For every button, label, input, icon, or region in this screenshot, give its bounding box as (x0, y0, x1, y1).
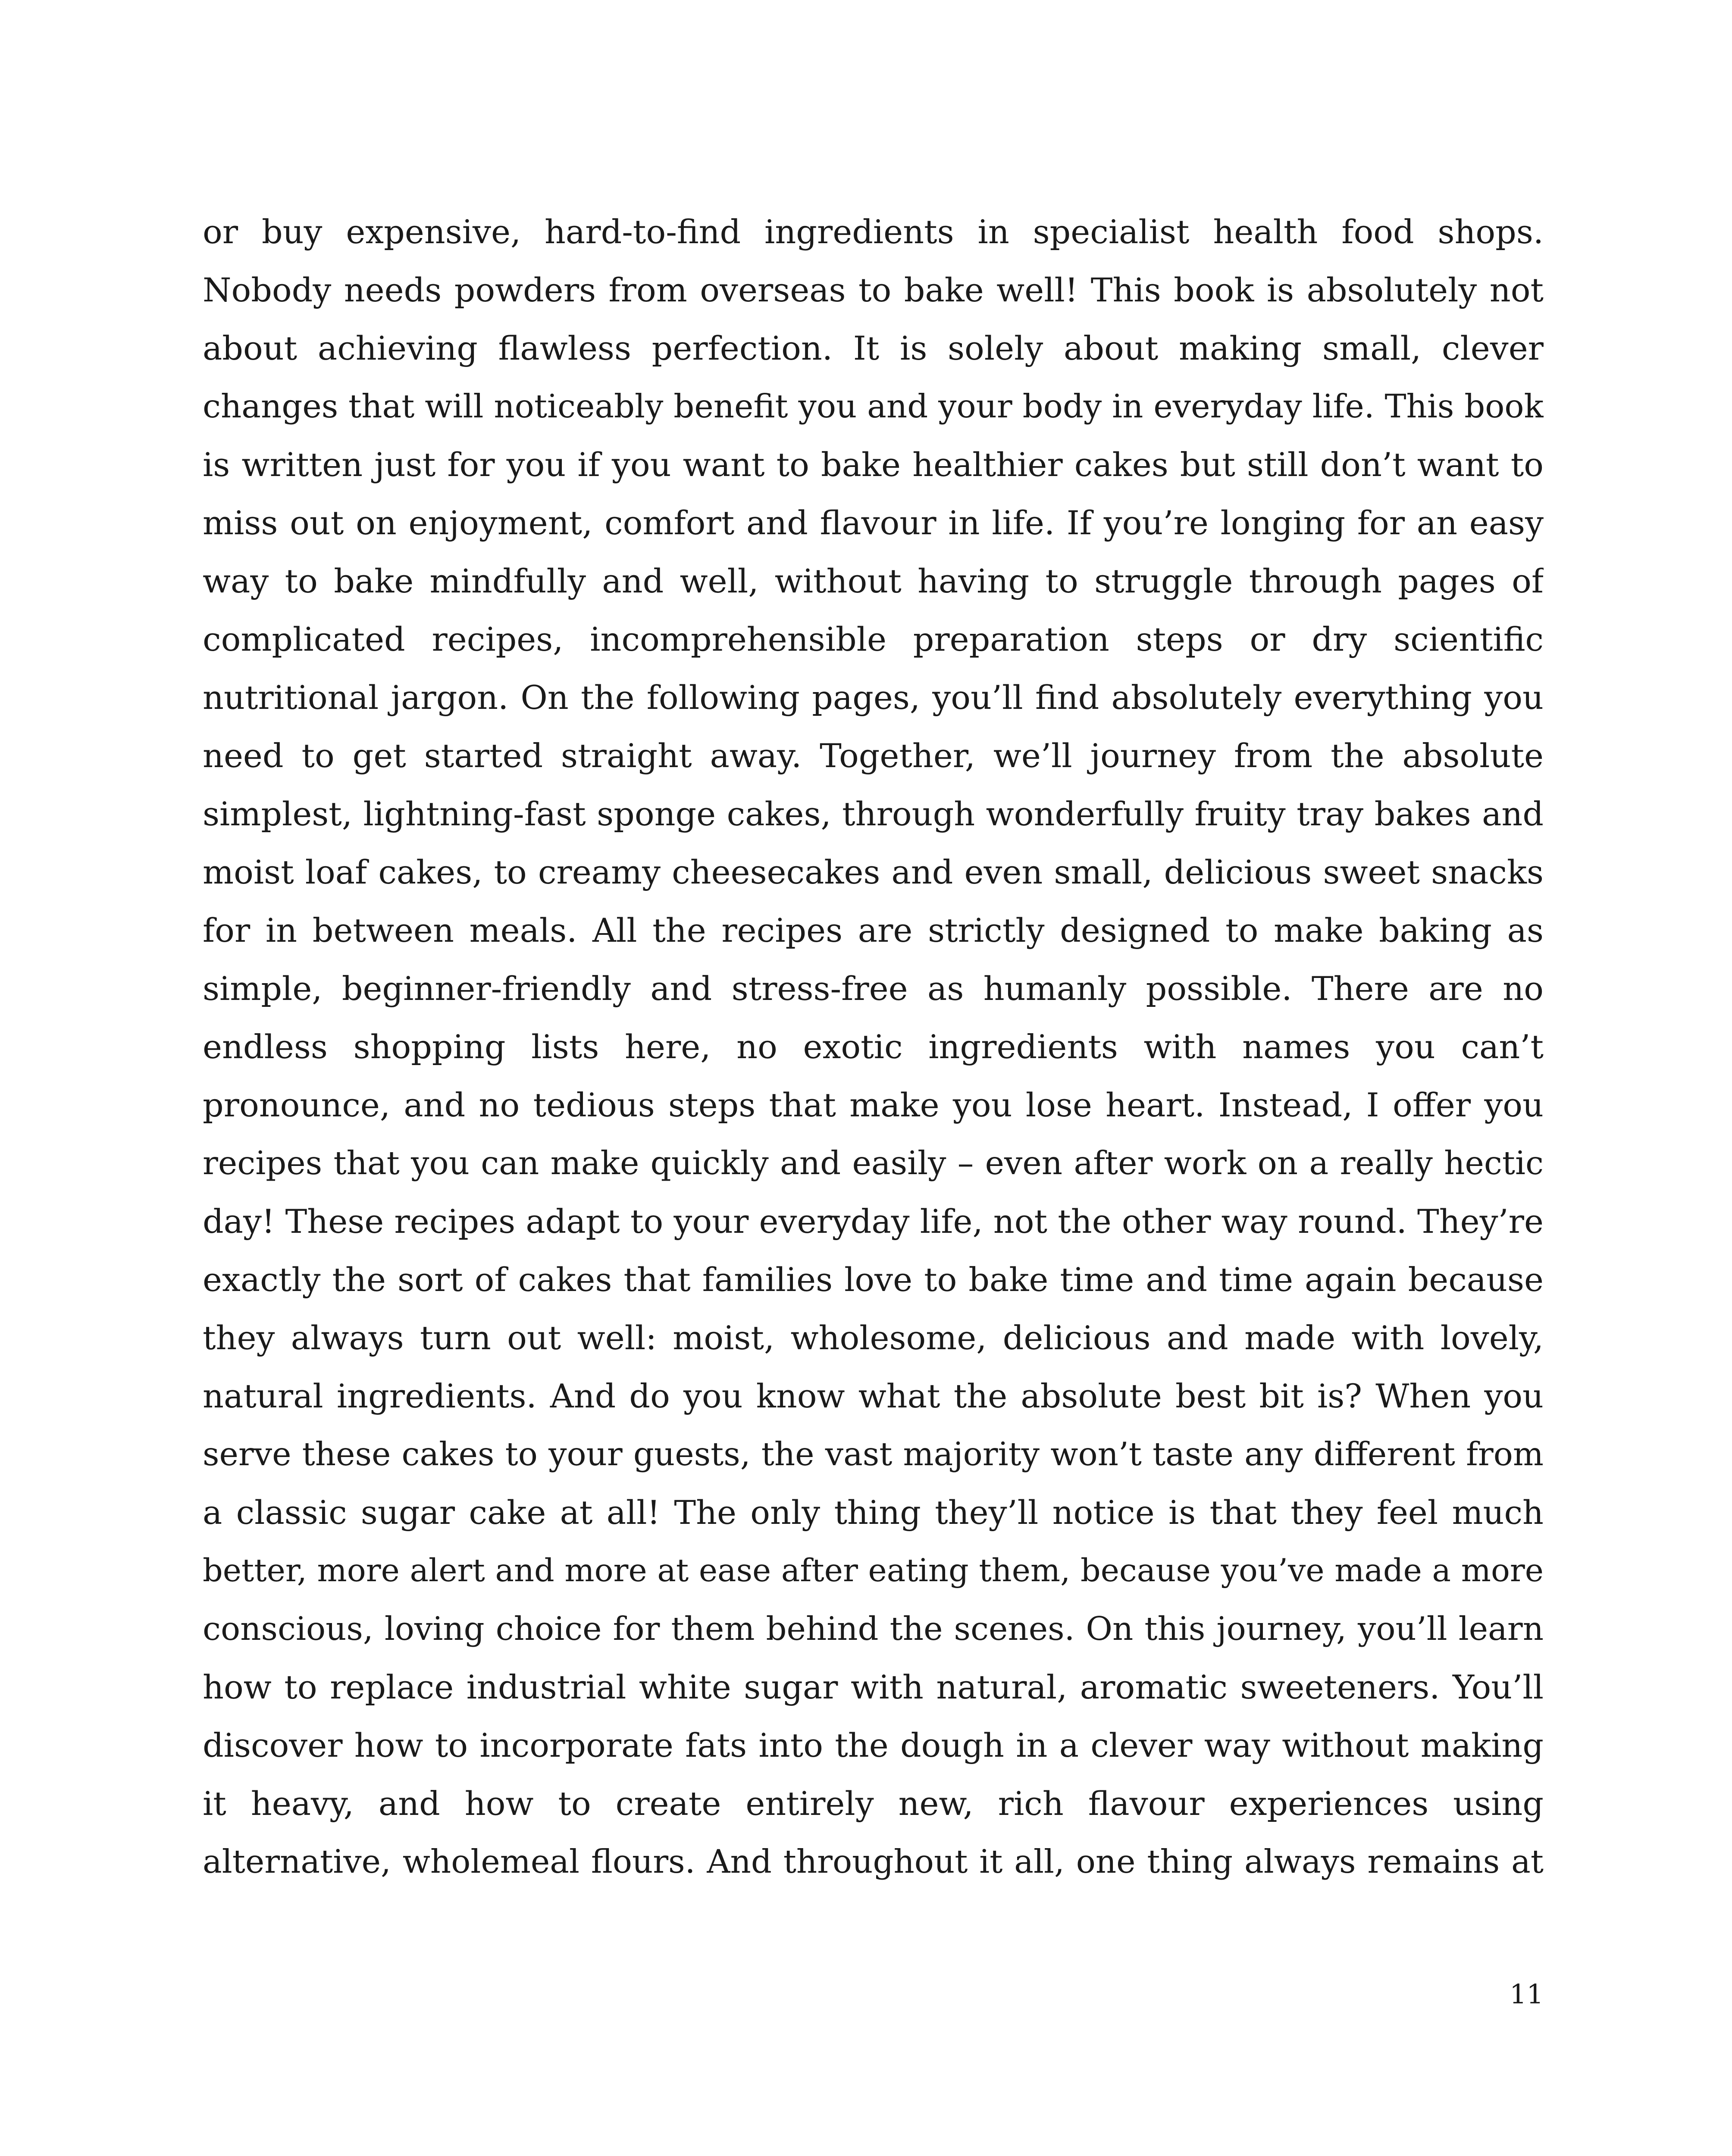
text-line: recipes that you can make quickly and easily – even after work on a really hectic (203, 1144, 1544, 1182)
text-line: about achieving flawless perfection. It is solely about making small, clever (203, 329, 1544, 367)
text-line: how to replace industrial white sugar with natural, aromatic sweeteners. You’ll (203, 1668, 1544, 1706)
text-line: is written just for you if you want to bake healthier cakes but still don’t want to (203, 445, 1544, 484)
text-line: a classic sugar cake at all! The only thing they’ll notice is that they feel much (203, 1493, 1544, 1532)
text-line: exactly the sort of cakes that families love to bake time and time again because (203, 1260, 1544, 1299)
text-line: day! These recipes adapt to your everyday life, not the other way round. They’re (203, 1202, 1544, 1241)
text-line: serve these cakes to your guests, the vast majority won’t taste any different from (203, 1435, 1544, 1473)
text-line: discover how to incorporate fats into the dough in a clever way without making (203, 1726, 1544, 1764)
text-line: simple, beginner-friendly and stress-free as humanly possible. There are no (203, 969, 1544, 1008)
text-line: they always turn out well: moist, wholesome, delicious and made with lovely, (203, 1319, 1544, 1357)
text-line: Nobody needs powders from overseas to bake well! This book is absolutely not (203, 271, 1544, 309)
text-line: it heavy, and how to create entirely new, rich flavour experiences using (203, 1784, 1544, 1823)
page-number: 11 (1510, 1978, 1544, 2010)
text-line: changes that will noticeably benefit you and your body in everyday life. This book (203, 387, 1544, 425)
text-line: need to get started straight away. Together, we’ll journey from the absolute (203, 736, 1544, 775)
text-line: miss out on enjoyment, comfort and flavour in life. If you’re longing for an easy (203, 504, 1544, 542)
text-line: nutritional jargon. On the following pages, you’ll find absolutely everything you (203, 678, 1544, 717)
text-line: or buy expensive, hard-to-find ingredients in specialist health food shops. (203, 213, 1544, 251)
text-line: moist loaf cakes, to creamy cheesecakes and even small, delicious sweet snacks (203, 853, 1544, 891)
text-line: complicated recipes, incomprehensible preparation steps or dry scientific (203, 620, 1544, 658)
text-line: conscious, loving choice for them behind the scenes. On this journey, you’ll learn (203, 1610, 1544, 1648)
text-line: natural ingredients. And do you know what the absolute best bit is? When you (203, 1377, 1544, 1415)
text-line: pronounce, and no tedious steps that make you lose heart. Instead, I offer you (203, 1086, 1544, 1124)
text-line: way to bake mindfully and well, without having to struggle through pages of (203, 562, 1544, 600)
text-line: simplest, lightning-fast sponge cakes, through wonderfully fruity tray bakes and (203, 795, 1544, 833)
text-line: endless shopping lists here, no exotic ingredients with names you can’t (203, 1028, 1544, 1066)
body-text (203, 203, 1544, 1891)
text-line: for in between meals. All the recipes are strictly designed to make baking as (203, 911, 1544, 950)
text-line: better, more alert and more at ease after eating them, because you’ve made a more (203, 1552, 1544, 1589)
text-line: alternative, wholemeal flours. And throughout it all, one thing always remains at (203, 1843, 1544, 1880)
